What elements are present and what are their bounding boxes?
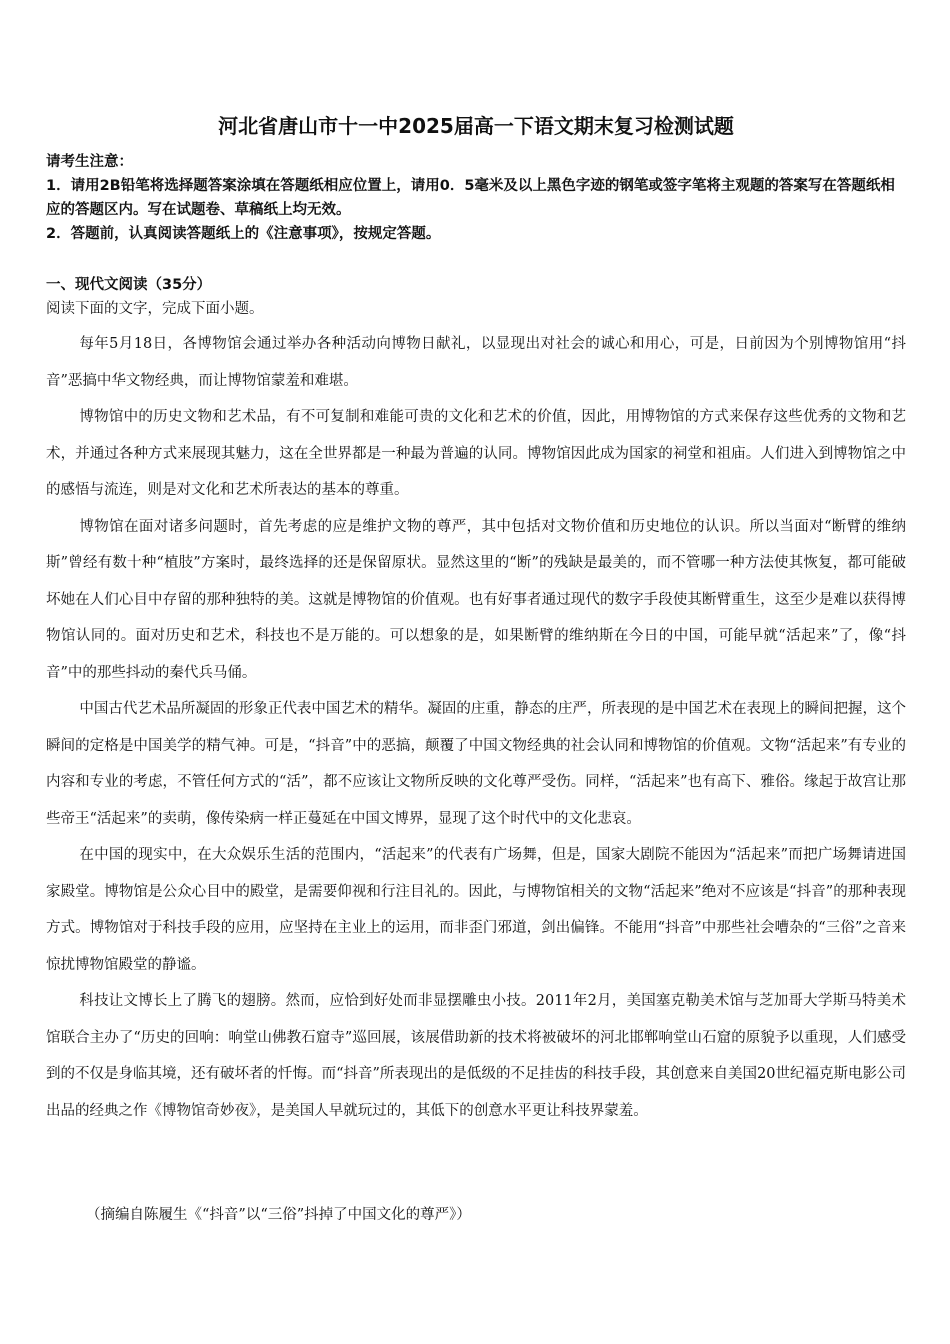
passage-paragraph-4: 中国古代艺术品所凝固的形象正代表中国艺术的精华。凝固的庄重，静态的庄严，所表现的是中国艺术在表现上的瞬间把握，这个瞬间的定格是中国美学的精气神。可是，“抖音”中的恶搞，颠覆了中国文物经典的社会认同和博物馆的价值观。文物“活起来”有专业的内容和专业的考虑，不管任何方式的“活”，都不应该让文物所反映的文化尊严受伤。同样，“活起来”也有高下、雅俗。缘起于故宫让那些帝王“活起来”的卖萌，像传染病一样正蔓延在中国文博界，显现了这个时代中的文化悲哀。 — [46, 701, 906, 827]
passage-paragraph-5: 在中国的现实中，在大众娱乐生活的范围内，“活起来”的代表有广场舞，但是，国家大剧院不能因为“活起来”而把广场舞请进国家殿堂。博物馆是公众心目中的殿堂，是需要仰视和行注目礼的。因此，与博物馆相关的文物“活起来”绝对不应该是“抖音”的那种表现方式。博物馆对于科技手段的应用，应坚持在主业上的运用，而非歪门邪道，剑出偏锋。不能用“抖音”中那些社会嘈杂的“三俗”之音来惊扰博物馆殿堂的静谧。 — [46, 847, 906, 973]
exam-title: 河北省唐山市十一中2025届高一下语文期末复习检测试题 — [218, 114, 734, 138]
notice-heading: 请考生注意： — [46, 154, 133, 170]
passage-source: （摘编自陈履生《“抖音”以“三俗”抖掉了中国文化的尊严》） — [86, 1207, 471, 1223]
reading-instruction: 阅读下面的文字，完成下面小题。 — [46, 301, 264, 317]
passage-paragraph-6: 科技让文博长上了腾飞的翅膀。然而，应恰到好处而非显摆雕虫小技。2011年2月，美国塞克勒美术馆与芝加哥大学斯马特美术馆联合主办了“历史的回响：响堂山佛教石窟寺”巡回展，该展借助新的技术将被破坏的河北邯郸响堂山石窟的原貌予以重现，人们感受到的不仅是身临其境，还有破坏者的忏悔。而“抖音”所表现出的是低级的不足挂齿的科技手段，其创意来自美国20世纪福克斯电影公司出品的经典之作《博物馆奇妙夜》，是美国人早就玩过的，其低下的创意水平更让科技界蒙羞。 — [46, 993, 906, 1119]
candidate-notice — [46, 150, 906, 246]
passage-paragraph-1: 每年5月18日，各博物馆会通过举办各种活动向博物日献礼，以显现出对社会的诚心和用心，可是，日前因为个别博物馆用“抖音”恶搞中华文物经典，而让博物馆蒙羞和难堪。 — [46, 336, 906, 389]
reading-passage — [46, 326, 906, 1129]
section-heading: 一、现代文阅读（35分） — [46, 277, 212, 293]
notice-item-1: 1．请用2B铅笔将选择题答案涂填在答题纸相应位置上，请用0．5毫米及以上黑色字迹的钢笔或签字笔将主观题的答案写在答题纸相应的答题区内。写在试题卷、草稿纸上均无效。 — [46, 178, 895, 218]
exam-page — [46, 0, 906, 1344]
passage-paragraph-3: 博物馆在面对诸多问题时，首先考虑的应是维护文物的尊严，其中包括对文物价值和历史地位的认识。所以当面对“断臂的维纳斯”曾经有数十种“植肢”方案时，最终选择的还是保留原状。显然这里的“断”的残缺是最美的，而不管哪一种方法使其恢复，都可能破坏她在人们心目中存留的那种独特的美。这就是博物馆的价值观。也有好事者通过现代的数字手段使其断臂重生，这至少是难以获得博物馆认同的。面对历史和艺术，科技也不是万能的。可以想象的是，如果断臂的维纳斯在今日的中国，可能早就“活起来”了，像“抖音”中的那些抖动的秦代兵马俑。 — [46, 518, 906, 681]
passage-paragraph-2: 博物馆中的历史文物和艺术品，有不可复制和难能可贵的文化和艺术的价值，因此，用博物馆的方式来保存这些优秀的文物和艺术，并通过各种方式来展现其魅力，这在全世界都是一种最为普遍的认同。博物馆因此成为国家的祠堂和祖庙。人们进入到博物馆之中的感悟与流连，则是对文化和艺术所表达的基本的尊重。 — [46, 409, 906, 498]
notice-item-2: 2．答题前，认真阅读答题纸上的《注意事项》，按规定答题。 — [46, 226, 441, 242]
